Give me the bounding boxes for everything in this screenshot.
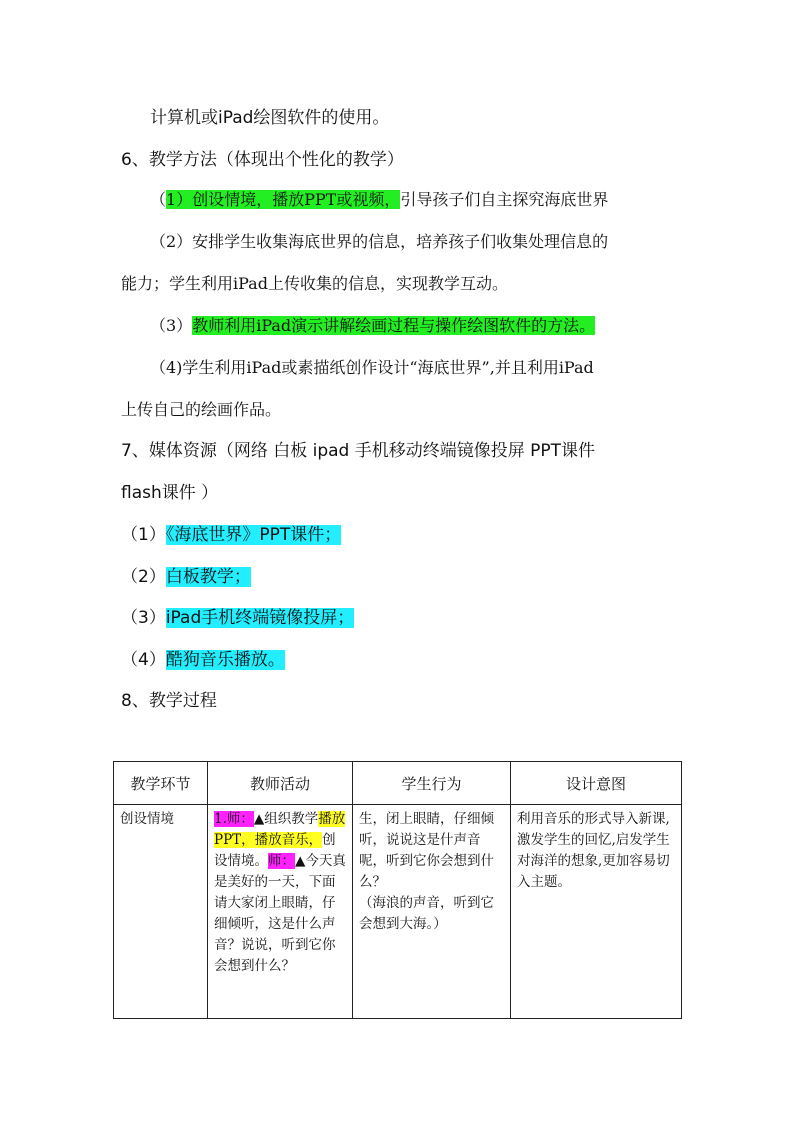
cell-stage: 创设情境	[114, 805, 208, 1019]
header-student-behavior: 学生行为	[353, 762, 511, 805]
highlight-green: 教师利用	[192, 316, 257, 335]
header-design-intent: 设计意图	[511, 762, 682, 805]
student-text-2: （海浪的声音，听到它会想到大海。）	[359, 895, 494, 932]
highlight-green: 演示讲解绘画过程与操作绘图软件的方法。	[291, 316, 596, 335]
table-row	[114, 805, 682, 1019]
highlight-cyan: 《海底世界》PPT课件；	[165, 525, 342, 545]
highlight-cyan: iPad手机终端镜像投屏；	[165, 608, 355, 628]
method-item-1	[150, 188, 608, 212]
highlight-green: PPT	[304, 190, 337, 209]
method-item-1-rest: 引导孩子们自主探究海底世界	[400, 190, 609, 209]
method-item-1-open: （	[150, 190, 167, 209]
section-7-heading: 7、媒体资源（网络 白板 ipad 手机移动终端镜像投屏 PPT课件	[121, 441, 596, 461]
media-item-1	[121, 523, 341, 547]
cell-student-behavior	[353, 805, 511, 1019]
section-8-heading: 8、教学过程	[121, 691, 217, 711]
teacher-text-3: ▲今天真是美好的一天，下面请大家闭上眼睛，仔细倾听，这是什么声音？说说，听到它你会想到什么？	[214, 853, 346, 974]
section-6-heading: 6、教学方法（体现出个性化的教学）	[121, 150, 404, 170]
cell-design-intent: 利用音乐的形式导入新课,激发学生的回忆,启发学生对海洋的想象,更加容易切入主题。	[511, 805, 682, 1019]
table-header-row	[114, 762, 682, 805]
method-item-2: （2）安排学生收集海底世界的信息，培养孩子们收集处理信息的	[150, 232, 609, 251]
method-item-3	[150, 314, 595, 338]
method-item-4: （4)学生利用iPad或素描纸创作设计“海底世界”,并且利用iPad	[150, 358, 594, 377]
media-item-3	[121, 606, 354, 630]
highlight-cyan: 酷狗音乐播放。	[165, 650, 285, 670]
media-item-4	[121, 648, 285, 672]
media-item-2	[121, 565, 251, 589]
media-item-1-pre: （1）	[121, 525, 166, 545]
teacher-text-1: ▲组织教学	[253, 811, 319, 827]
section-7-heading-cont: flash课件 ）	[121, 483, 219, 503]
highlight-magenta: 1.师：	[214, 811, 254, 827]
media-item-2-pre: （2）	[121, 567, 166, 587]
highlight-green: iPad	[256, 316, 292, 335]
student-text-1: 生，闭上眼睛，仔细倾听，说说这是什声音呢，听到它你会想到什么？	[359, 811, 494, 890]
media-item-4-pre: （4）	[121, 650, 166, 670]
highlight-green: 或视频，	[336, 190, 401, 209]
method-item-2-cont: 能力；学生利用iPad上传收集的信息，实现教学互动。	[121, 274, 508, 293]
highlight-green: 1）创设情境，播放	[166, 190, 305, 209]
header-teacher-activity: 教师活动	[208, 762, 353, 805]
doc-line-1: 计算机或iPad绘图软件的使用。	[150, 108, 390, 128]
media-item-3-pre: （3）	[121, 608, 166, 628]
header-stage: 教学环节	[114, 762, 208, 805]
cell-teacher-activity	[208, 805, 353, 1019]
method-item-4-cont: 上传自己的绘画作品。	[121, 400, 282, 419]
teaching-process-table	[113, 761, 682, 1019]
method-item-3-pre: （3）	[150, 316, 193, 335]
highlight-cyan: 白板教学；	[165, 567, 251, 587]
highlight-yellow: 播放PPT，播放音乐，	[214, 811, 346, 848]
teacher-text-2: 创设情境。	[214, 832, 336, 869]
highlight-magenta: 师：	[268, 853, 295, 869]
